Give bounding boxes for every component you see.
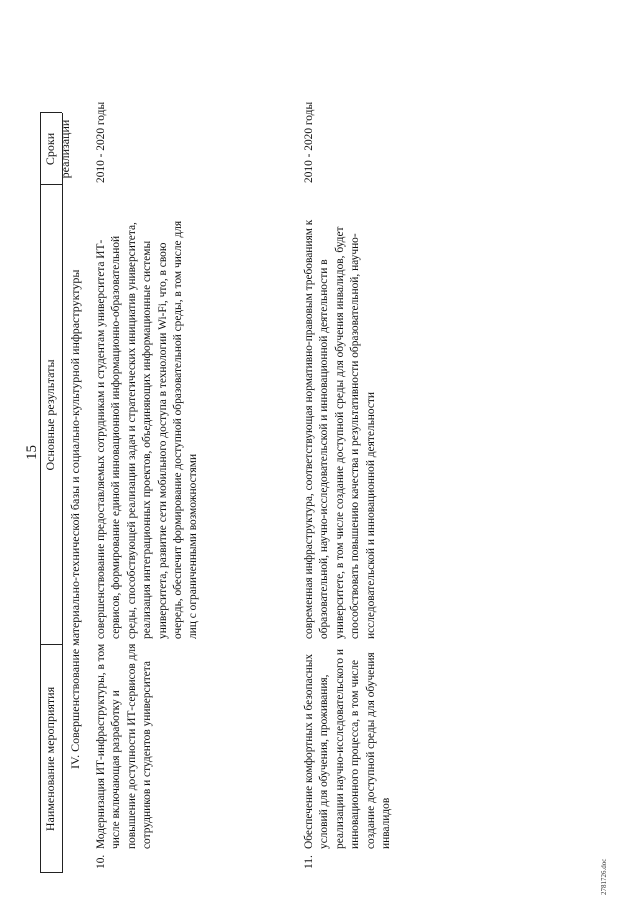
row-number: 10. xyxy=(95,854,107,869)
header-term: Сроки реализации xyxy=(43,119,73,179)
table-top-rule xyxy=(40,113,41,873)
row-number: 11. xyxy=(303,855,315,869)
footer-filename: 2781726.doc xyxy=(600,858,608,895)
row-term: 2010 - 2020 годы xyxy=(303,101,315,183)
row-name: Обеспечение комфортных и безопасных условий для обучения, проживания, реализации научно-исследовательского и инновационного процесса, в том числе создание доступной среды для обучения инвалидов xyxy=(303,648,393,849)
section-title: IV. Совершенствование материально-технической базы и социально-культурной инфраструктуры xyxy=(68,269,82,769)
row-result: современная инфраструктура, соответствующая нормативно-правовым требованиям к образовательной, научно-исследовательской и инновационной деятельности в университете, в том числе создание доступной среды для обучения инвалидов, будет способствовать повышению качества и результативности образовательной, научно-исследовательской и инновационной деятельности xyxy=(303,219,377,639)
header-results: Основные результаты xyxy=(43,359,57,471)
page-number: 15 xyxy=(24,445,40,460)
row-term: 2010 - 2020 годы xyxy=(95,101,107,183)
row-result: совершенствование предоставляемых сотрудникам и студентам университета ИТ-сервисов, формирование единой инновационной информационно-образовательной среды, способствующей реализации задач и стратегических инициатив университета, реализация интеграционных проектов, объединяющих информационные системы университета, развитие сети мобильного доступа в технологии Wi-Fi, что, в свою очередь, обеспечит формирование доступной образовательной среды, в том числе для лиц с ограниченными возможностями xyxy=(95,220,200,639)
header-bottom-rule xyxy=(62,113,63,873)
header-name: Наименование мероприятия xyxy=(43,686,57,832)
row-name: Модернизация ИТ-инфраструктуры, в том числе включающая разработку и повышение доступности ИТ-сервисов для сотрудников и студентов университета xyxy=(95,643,154,849)
